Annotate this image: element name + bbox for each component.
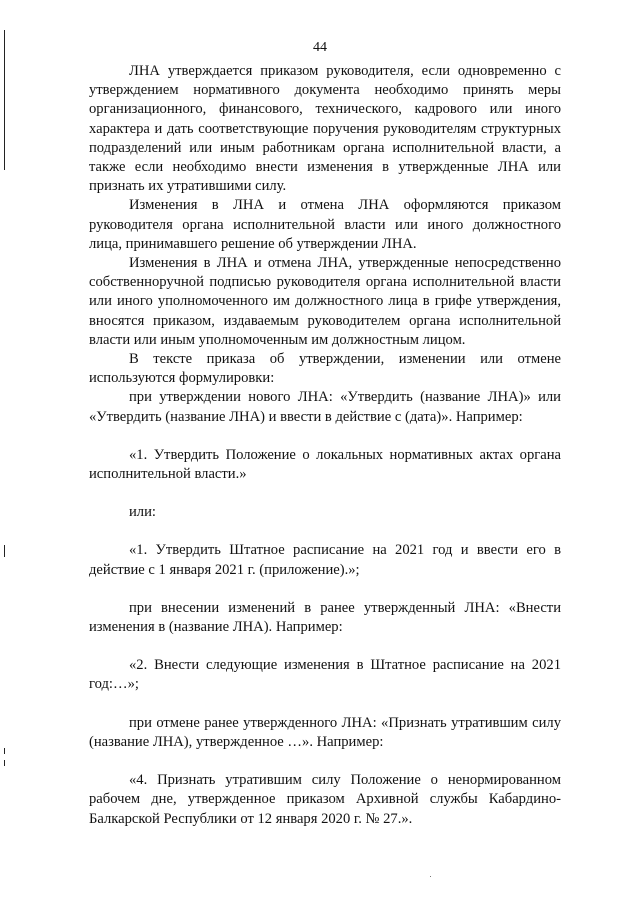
spacer [89, 580, 561, 599]
spacer [89, 637, 561, 656]
document-body [89, 62, 561, 829]
scan-edge-mark [4, 30, 5, 170]
paragraph-repeal: при отмене ранее утвержденного ЛНА: «Признать утратившим силу (название ЛНА), утвержденное …». Например: [89, 714, 561, 750]
spacer [89, 695, 561, 714]
scan-dot [430, 876, 431, 877]
spacer [89, 752, 561, 771]
scan-edge-mark [4, 545, 5, 557]
spacer [89, 484, 561, 503]
paragraph-changes-order: Изменения в ЛНА и отмена ЛНА оформляются приказом руководителя органа исполнительной власти или иного должностного лица, принимавшего решение об утверждении ЛНА. [89, 197, 561, 252]
paragraph-new-lna: при утверждении нового ЛНА: «Утвердить (название ЛНА)» или «Утвердить (название ЛНА) и ввести в действие с (дата)». Например: [89, 389, 561, 425]
paragraph-lna-approval: ЛНА утверждается приказом руководителя, если одновременно с утверждением нормативного документа необходимо принять меры организационного, финансового, технического, кадрового или иного характера и дать соответствующие поручения руководителям структурных подразделений или иным работникам органа исполнительной власти, а также если необходимо внести изменения в утвержденные ЛНА или признать их утратившими силу. [89, 63, 561, 195]
example-or: или: [129, 504, 156, 521]
paragraph-changes-signature: Изменения в ЛНА и отмена ЛНА, утвержденные непосредственно собственноручной подписью руководителя органа исполнительной власти или иного уполномоченного им должностного лица в грифе утверждения, вносятся приказом, издаваемым руководителем органа исполнительной власти или иным уполномоченным им должностным лицом. [89, 255, 561, 348]
example-2: «1. Утвердить Штатное расписание на 2021 год и ввести его в действие с 1 января 2021 г. (приложение).»; [89, 542, 561, 578]
spacer [89, 427, 561, 446]
scan-edge-mark [4, 748, 5, 754]
paragraph-wording-intro: В тексте приказа об утверждении, изменении или отмене используются формулировки: [89, 351, 561, 387]
example-1: «1. Утвердить Положение о локальных нормативных актах органа исполнительной власти.» [89, 446, 561, 483]
spacer [89, 522, 561, 541]
paragraph-amendments: при внесении изменений в ранее утвержденный ЛНА: «Внести изменения в (название ЛНА). Например: [89, 599, 561, 636]
example-4: «4. Признать утратившим силу Положение о ненормированном рабочем дне, утвержденное приказом Архивной службы Кабардино-Балкарской Республики от 12 января 2020 г. № 27.». [89, 772, 561, 827]
scan-edge-mark [4, 760, 5, 766]
page-number: 44 [313, 40, 327, 55]
example-3: «2. Внести следующие изменения в Штатное расписание на 2021 год:…»; [89, 657, 561, 693]
